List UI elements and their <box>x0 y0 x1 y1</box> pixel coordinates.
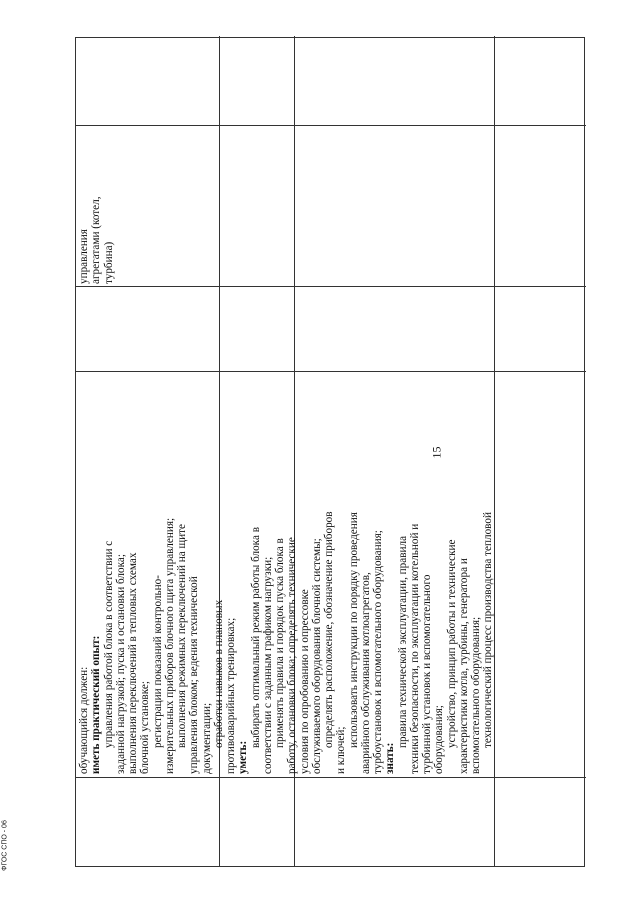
text-line: измерительных приборов блочного щита управления; <box>163 517 176 774</box>
text-line: уметь: <box>237 740 250 774</box>
text-line: аварийного обслуживания котлоагрегатов, <box>359 572 372 774</box>
content-table <box>75 37 585 867</box>
text-line: технологический процесс производства тепловой <box>482 512 495 748</box>
text-line: и ключей; <box>335 726 348 774</box>
text-line: вспомогательного оборудования; <box>470 616 482 774</box>
text-line: обслуживаемого оборудования блочной системы; <box>310 538 323 774</box>
text-line: устройство, принцип работы и технические <box>445 539 458 748</box>
text-line: выбирать оптимальный режим работы блока в <box>249 527 262 748</box>
row-divider <box>76 371 586 372</box>
text-line: отработки навыков в плановых <box>212 599 225 748</box>
text-line: знать: <box>384 742 397 774</box>
text-line: управления <box>78 229 90 284</box>
text-line: управления блоком; ведения технической <box>188 576 201 774</box>
text-line: характеристики котла, турбины, генератора и <box>457 558 470 774</box>
text-line: правила технической эксплуатации, правила <box>396 535 409 748</box>
competency-description-cell <box>78 511 495 774</box>
activity-cell <box>78 196 115 284</box>
text-line: обучающийся должен: <box>78 666 90 774</box>
row-divider <box>76 125 586 126</box>
text-line: противоаварийных тренировках; <box>225 617 237 774</box>
text-line: турбина) <box>102 241 115 284</box>
rotated-page-frame <box>75 37 585 867</box>
text-line: оборудования; <box>433 705 446 774</box>
text-line: определять расположение, обозначение приборов <box>323 511 335 748</box>
text-line: выполнения режимных переключений на щите <box>176 524 188 748</box>
text-line: управления работой блока в соответствии с <box>102 540 115 748</box>
text-line: регистрации показаний контрольно- <box>151 575 164 748</box>
footer-code: ФГОС СПО - 06 <box>1 820 9 871</box>
text-line: использовать инструкции по порядку проведения <box>347 512 360 748</box>
row-divider <box>76 777 586 778</box>
text-line: техники безопасности, по эксплуатации котельной и <box>408 523 421 774</box>
text-line: условия по опробованию и опрессовке <box>298 589 311 774</box>
row-divider <box>76 286 586 287</box>
text-line: турбинной установок и вспомогательного <box>421 574 433 774</box>
text-line: турбоустановок и вспомогательного оборудования; <box>372 530 384 774</box>
page-number: 15 <box>429 446 444 459</box>
text-line: заданной нагрузкой; пуска и остановки блока; <box>114 554 127 774</box>
text-line: иметь практический опыт: <box>90 635 103 774</box>
text-line: агрегатами (котел, <box>90 196 103 284</box>
text-line: работу, остановки блока; определять технические <box>286 537 299 774</box>
text-line: соответствии с заданным графиком нагрузки; <box>261 556 274 774</box>
text-line: документации; <box>200 702 213 774</box>
text-line: выполнения переключений в тепловых схемах <box>127 552 139 774</box>
text-line: блочной установке; <box>139 681 152 774</box>
text-line: применять правила и порядок пуска блока в <box>274 538 286 748</box>
